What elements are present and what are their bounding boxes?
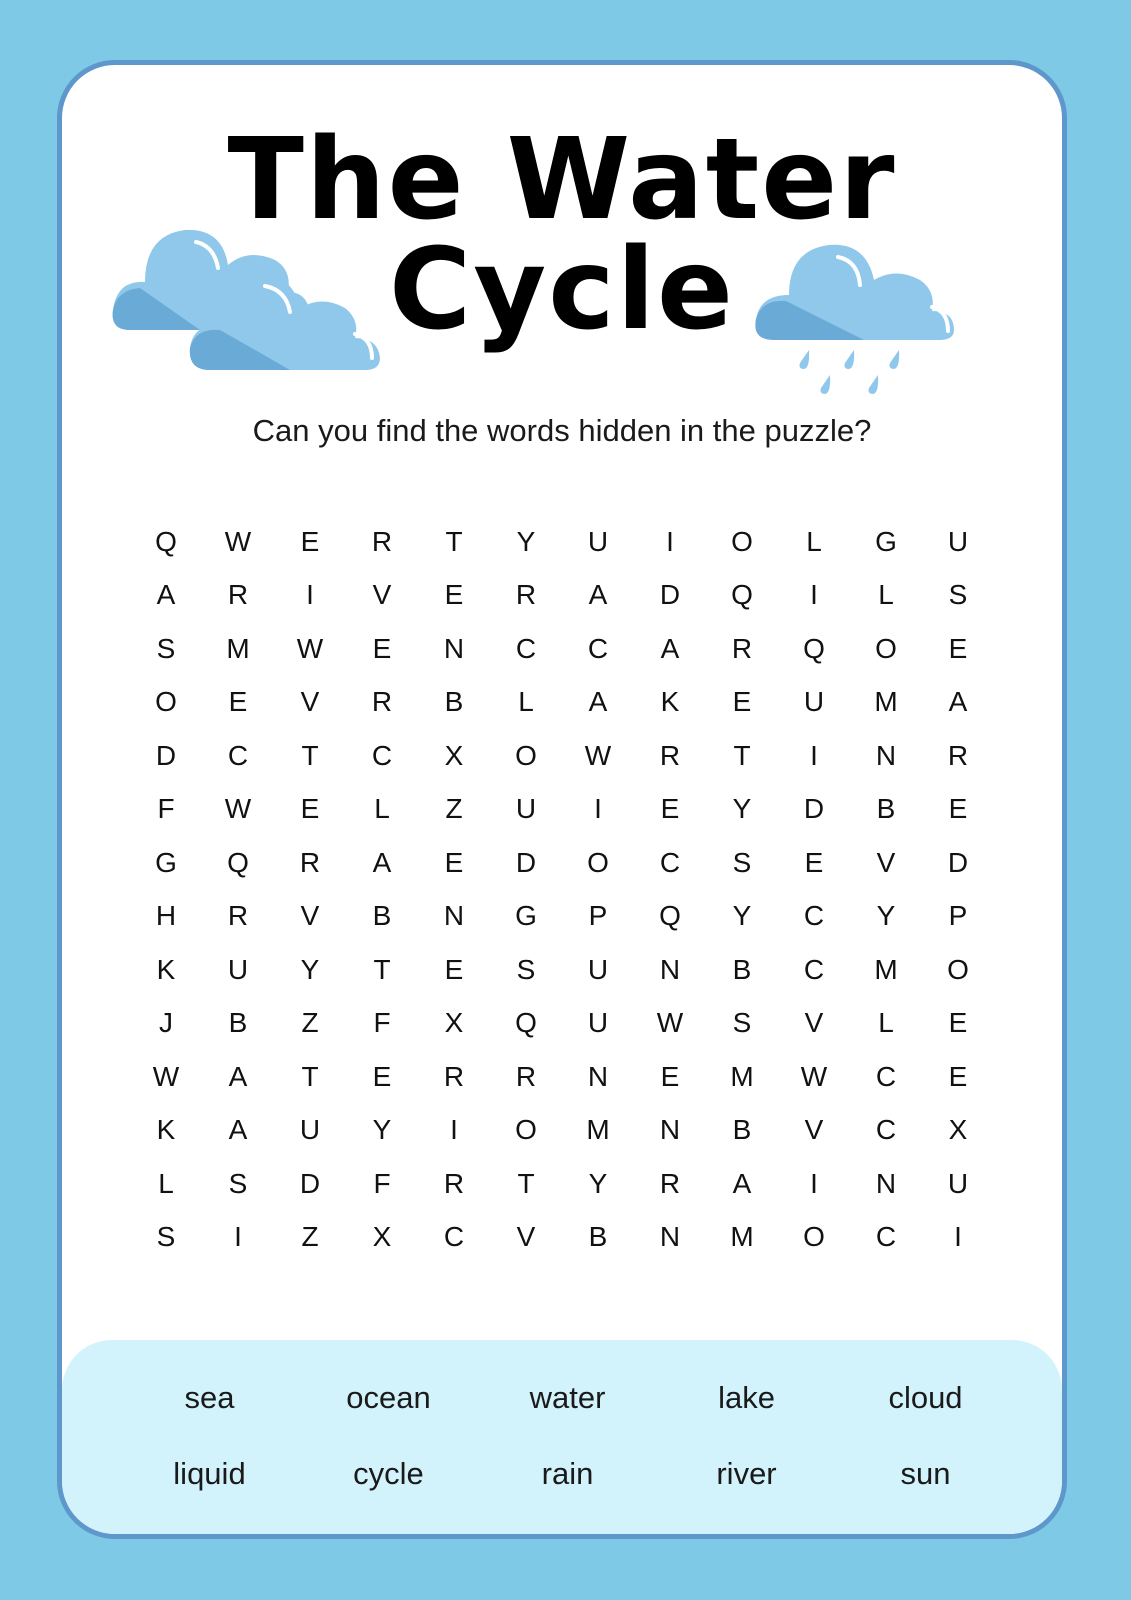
grid-letter[interactable]: L bbox=[518, 686, 534, 718]
grid-letter[interactable]: A bbox=[732, 1167, 752, 1199]
grid-letter[interactable]: U bbox=[299, 1114, 321, 1146]
word-list bbox=[120, 1360, 1015, 1512]
grid-letter[interactable]: Q bbox=[659, 900, 681, 932]
grid-letter[interactable]: O bbox=[947, 953, 969, 985]
grid-letter[interactable]: Q bbox=[155, 525, 177, 557]
grid-letter[interactable]: Q bbox=[515, 1007, 537, 1039]
grid-letter[interactable]: V bbox=[804, 1114, 824, 1146]
word-bank-item: cycle bbox=[353, 1456, 424, 1491]
grid-letter[interactable]: T bbox=[733, 739, 751, 771]
grid-letter[interactable]: E bbox=[372, 1060, 392, 1092]
grid-letter[interactable]: M bbox=[586, 1114, 610, 1146]
grid-letter[interactable]: M bbox=[874, 686, 898, 718]
grid-letter[interactable]: Q bbox=[803, 632, 825, 664]
grid-letter[interactable]: N bbox=[875, 1167, 897, 1199]
grid-letter[interactable]: A bbox=[372, 846, 392, 878]
word-bank-item: water bbox=[529, 1380, 606, 1415]
grid-letter[interactable]: K bbox=[156, 953, 176, 985]
grid-letter[interactable]: C bbox=[227, 739, 249, 771]
grid-letter[interactable]: U bbox=[587, 525, 609, 557]
grid-letter[interactable]: C bbox=[659, 846, 681, 878]
grid-letter[interactable]: A bbox=[588, 579, 608, 611]
grid-letter[interactable]: R bbox=[515, 1060, 537, 1092]
grid-letter[interactable]: C bbox=[587, 632, 609, 664]
grid-letter[interactable]: N bbox=[443, 900, 465, 932]
grid-letter[interactable]: C bbox=[803, 953, 825, 985]
grid-letter[interactable]: P bbox=[948, 900, 968, 932]
grid-letter[interactable]: E bbox=[948, 1060, 968, 1092]
grid-letter[interactable]: N bbox=[659, 1114, 681, 1146]
raindrops-icon bbox=[800, 350, 900, 394]
word-search-grid bbox=[130, 515, 994, 1264]
grid-letter[interactable]: D bbox=[299, 1167, 321, 1199]
grid-letter[interactable]: M bbox=[874, 953, 898, 985]
word-bank-item: sea bbox=[184, 1380, 235, 1415]
grid-letter[interactable]: Y bbox=[876, 900, 896, 932]
grid-letter[interactable]: U bbox=[803, 686, 825, 718]
grid-letter[interactable]: E bbox=[228, 686, 248, 718]
grid-letter[interactable]: N bbox=[875, 739, 897, 771]
grid-letter[interactable]: Y bbox=[300, 953, 320, 985]
grid-letter[interactable]: O bbox=[515, 739, 537, 771]
grid-letter[interactable]: O bbox=[875, 632, 897, 664]
word-bank bbox=[62, 1340, 1062, 1539]
grid-letter[interactable]: D bbox=[947, 846, 969, 878]
grid-letter[interactable]: Y bbox=[372, 1114, 392, 1146]
grid-letter[interactable]: O bbox=[803, 1221, 825, 1253]
grid-letter[interactable]: C bbox=[515, 632, 537, 664]
grid-letter[interactable]: X bbox=[948, 1114, 968, 1146]
grid-letter[interactable]: L bbox=[374, 793, 390, 825]
grid-letter[interactable]: I bbox=[234, 1221, 242, 1253]
word-bank-item: lake bbox=[718, 1380, 775, 1415]
grid-letter[interactable]: R bbox=[443, 1060, 465, 1092]
grid-letter[interactable]: R bbox=[659, 739, 681, 771]
grid-letter[interactable]: B bbox=[732, 953, 752, 985]
grid-letter[interactable]: I bbox=[810, 739, 818, 771]
grid-letter[interactable]: L bbox=[806, 525, 822, 557]
grid-letter[interactable]: N bbox=[659, 953, 681, 985]
grid-letter[interactable]: T bbox=[301, 1060, 319, 1092]
grid-letter[interactable]: M bbox=[730, 1221, 754, 1253]
grid-letter[interactable]: C bbox=[371, 739, 393, 771]
grid-letter[interactable]: L bbox=[158, 1167, 174, 1199]
grid-letter[interactable]: F bbox=[157, 793, 175, 825]
grid-letter[interactable]: E bbox=[660, 1060, 680, 1092]
grid-letter[interactable]: T bbox=[445, 525, 463, 557]
grid-letter[interactable]: Q bbox=[731, 579, 753, 611]
grid-letter[interactable]: T bbox=[373, 953, 391, 985]
grid-letter[interactable]: D bbox=[155, 739, 177, 771]
grid-letter[interactable]: C bbox=[875, 1114, 897, 1146]
grid-letter[interactable]: X bbox=[444, 739, 464, 771]
grid-letter[interactable]: E bbox=[948, 632, 968, 664]
grid-letter[interactable]: Z bbox=[301, 1007, 319, 1039]
grid-letter[interactable]: I bbox=[594, 793, 602, 825]
grid-letter[interactable]: E bbox=[948, 1007, 968, 1039]
grid-letter[interactable]: U bbox=[227, 953, 249, 985]
grid-letter[interactable]: V bbox=[876, 846, 896, 878]
grid-letter[interactable]: L bbox=[878, 579, 894, 611]
grid-letter[interactable]: R bbox=[947, 739, 969, 771]
grid-letter[interactable]: U bbox=[587, 953, 609, 985]
grid-letter[interactable]: X bbox=[444, 1007, 464, 1039]
grid-letter[interactable]: U bbox=[587, 1007, 609, 1039]
grid-letter[interactable]: B bbox=[732, 1114, 752, 1146]
grid-letter[interactable]: Z bbox=[445, 793, 463, 825]
word-bank-item: ocean bbox=[346, 1380, 431, 1415]
grid-letter[interactable]: J bbox=[159, 1007, 173, 1039]
grid-letter[interactable]: W bbox=[656, 1007, 684, 1039]
grid-letter[interactable]: M bbox=[226, 632, 250, 664]
grid-letter[interactable]: S bbox=[948, 579, 968, 611]
grid-letter[interactable]: S bbox=[732, 846, 752, 878]
grid-letter[interactable]: W bbox=[800, 1060, 828, 1092]
grid-letter[interactable]: E bbox=[300, 793, 320, 825]
grid-letter[interactable]: S bbox=[732, 1007, 752, 1039]
grid-letter[interactable]: G bbox=[155, 846, 177, 878]
grid-letter[interactable]: E bbox=[444, 953, 464, 985]
word-bank-item: rain bbox=[541, 1456, 594, 1491]
grid-letter[interactable]: O bbox=[515, 1114, 537, 1146]
grid-letter[interactable]: C bbox=[875, 1060, 897, 1092]
grid-letter[interactable]: A bbox=[228, 1114, 248, 1146]
grid-letter[interactable]: G bbox=[875, 525, 897, 557]
grid-letter[interactable]: W bbox=[296, 632, 324, 664]
grid-letter[interactable]: B bbox=[876, 793, 896, 825]
grid-letter[interactable]: A bbox=[156, 579, 176, 611]
grid-letter[interactable]: V bbox=[516, 1221, 536, 1253]
grid-letter[interactable]: Y bbox=[516, 525, 536, 557]
grid-letter[interactable]: W bbox=[224, 793, 252, 825]
grid-letter[interactable]: B bbox=[444, 686, 464, 718]
grid-letter[interactable]: E bbox=[660, 793, 680, 825]
grid-letter[interactable]: A bbox=[228, 1060, 248, 1092]
grid-letter[interactable]: T bbox=[301, 739, 319, 771]
grid-letter[interactable]: E bbox=[444, 846, 464, 878]
grid-letter[interactable]: E bbox=[300, 525, 320, 557]
grid-letter[interactable]: R bbox=[659, 1167, 681, 1199]
grid-letter[interactable]: C bbox=[443, 1221, 465, 1253]
grid-letter[interactable]: U bbox=[947, 1167, 969, 1199]
grid-letter[interactable]: O bbox=[587, 846, 609, 878]
grid-letter[interactable]: O bbox=[155, 686, 177, 718]
grid-letter[interactable]: X bbox=[372, 1221, 392, 1253]
grid-letter[interactable]: N bbox=[659, 1221, 681, 1253]
grid-letter[interactable]: S bbox=[228, 1167, 248, 1199]
grid-letter[interactable]: K bbox=[156, 1114, 176, 1146]
grid-letter[interactable]: R bbox=[371, 686, 393, 718]
word-bank-item: sun bbox=[900, 1456, 951, 1491]
grid-letter[interactable]: W bbox=[584, 739, 612, 771]
grid-letter[interactable]: K bbox=[660, 686, 680, 718]
grid-letter[interactable]: A bbox=[588, 686, 608, 718]
grid-letter[interactable]: A bbox=[948, 686, 968, 718]
grid-letter[interactable]: I bbox=[666, 525, 674, 557]
grid-letter[interactable]: M bbox=[730, 1060, 754, 1092]
grid-letter[interactable]: P bbox=[588, 900, 608, 932]
grid-letter[interactable]: I bbox=[306, 579, 314, 611]
grid-letter[interactable]: E bbox=[948, 793, 968, 825]
grid-letter[interactable]: S bbox=[156, 632, 176, 664]
grid-letter[interactable]: B bbox=[372, 900, 392, 932]
page-title-line-1: The Water bbox=[227, 115, 897, 245]
grid-letter[interactable]: C bbox=[803, 900, 825, 932]
grid-letter[interactable]: F bbox=[373, 1007, 391, 1039]
grid-letter[interactable]: N bbox=[443, 632, 465, 664]
worksheet-card bbox=[57, 60, 1067, 1539]
grid-letter[interactable]: D bbox=[803, 793, 825, 825]
grid-letter[interactable]: N bbox=[587, 1060, 609, 1092]
grid-letter[interactable]: L bbox=[878, 1007, 894, 1039]
grid-letter[interactable]: V bbox=[804, 1007, 824, 1039]
grid-letter[interactable]: D bbox=[659, 579, 681, 611]
grid-letter[interactable]: R bbox=[227, 579, 249, 611]
word-bank-item: liquid bbox=[173, 1456, 246, 1491]
grid-letter[interactable]: R bbox=[371, 525, 393, 557]
grid-letter[interactable]: W bbox=[152, 1060, 180, 1092]
grid-letter[interactable]: R bbox=[731, 632, 753, 664]
grid-letter[interactable]: S bbox=[156, 1221, 176, 1253]
grid-letter[interactable]: Q bbox=[227, 846, 249, 878]
grid-letter[interactable]: E bbox=[444, 579, 464, 611]
grid-letter[interactable]: R bbox=[299, 846, 321, 878]
grid-letter[interactable]: T bbox=[517, 1167, 535, 1199]
page-title-line-2: Cycle bbox=[389, 225, 735, 355]
grid-letter[interactable]: V bbox=[300, 686, 320, 718]
word-bank-item: river bbox=[716, 1456, 777, 1491]
grid-letter[interactable]: G bbox=[515, 900, 537, 932]
grid-letter[interactable]: Y bbox=[732, 793, 752, 825]
grid-letter[interactable]: B bbox=[588, 1221, 608, 1253]
grid-letter[interactable]: R bbox=[227, 900, 249, 932]
instructions: Can you find the words hidden in the puzzle? bbox=[252, 413, 872, 448]
grid-letter[interactable]: F bbox=[373, 1167, 391, 1199]
grid-letter[interactable]: E bbox=[804, 846, 824, 878]
word-bank-item: cloud bbox=[888, 1380, 963, 1415]
grid-letter[interactable]: I bbox=[810, 1167, 818, 1199]
grid-letter[interactable]: E bbox=[732, 686, 752, 718]
grid-letter[interactable]: H bbox=[155, 900, 177, 932]
grid-letter[interactable]: R bbox=[443, 1167, 465, 1199]
grid-letter[interactable]: U bbox=[515, 793, 537, 825]
grid-letter[interactable]: I bbox=[450, 1114, 458, 1146]
grid-letter[interactable]: A bbox=[660, 632, 680, 664]
grid-letter[interactable]: Y bbox=[732, 900, 752, 932]
grid-letter[interactable]: I bbox=[810, 579, 818, 611]
grid-letter[interactable]: C bbox=[875, 1221, 897, 1253]
grid-letter[interactable]: S bbox=[516, 953, 536, 985]
grid-letter[interactable]: I bbox=[954, 1221, 962, 1253]
grid-letter[interactable]: E bbox=[372, 632, 392, 664]
grid-letter[interactable]: Z bbox=[301, 1221, 319, 1253]
grid-letter[interactable]: B bbox=[228, 1007, 248, 1039]
grid-letter[interactable]: W bbox=[224, 525, 252, 557]
grid-letter[interactable]: D bbox=[515, 846, 537, 878]
grid-letter[interactable]: Y bbox=[588, 1167, 608, 1199]
grid-letter[interactable]: V bbox=[372, 579, 392, 611]
grid-letter[interactable]: O bbox=[731, 525, 753, 557]
grid-letter[interactable]: V bbox=[300, 900, 320, 932]
grid-letter[interactable]: U bbox=[947, 525, 969, 557]
grid-letter[interactable]: R bbox=[515, 579, 537, 611]
